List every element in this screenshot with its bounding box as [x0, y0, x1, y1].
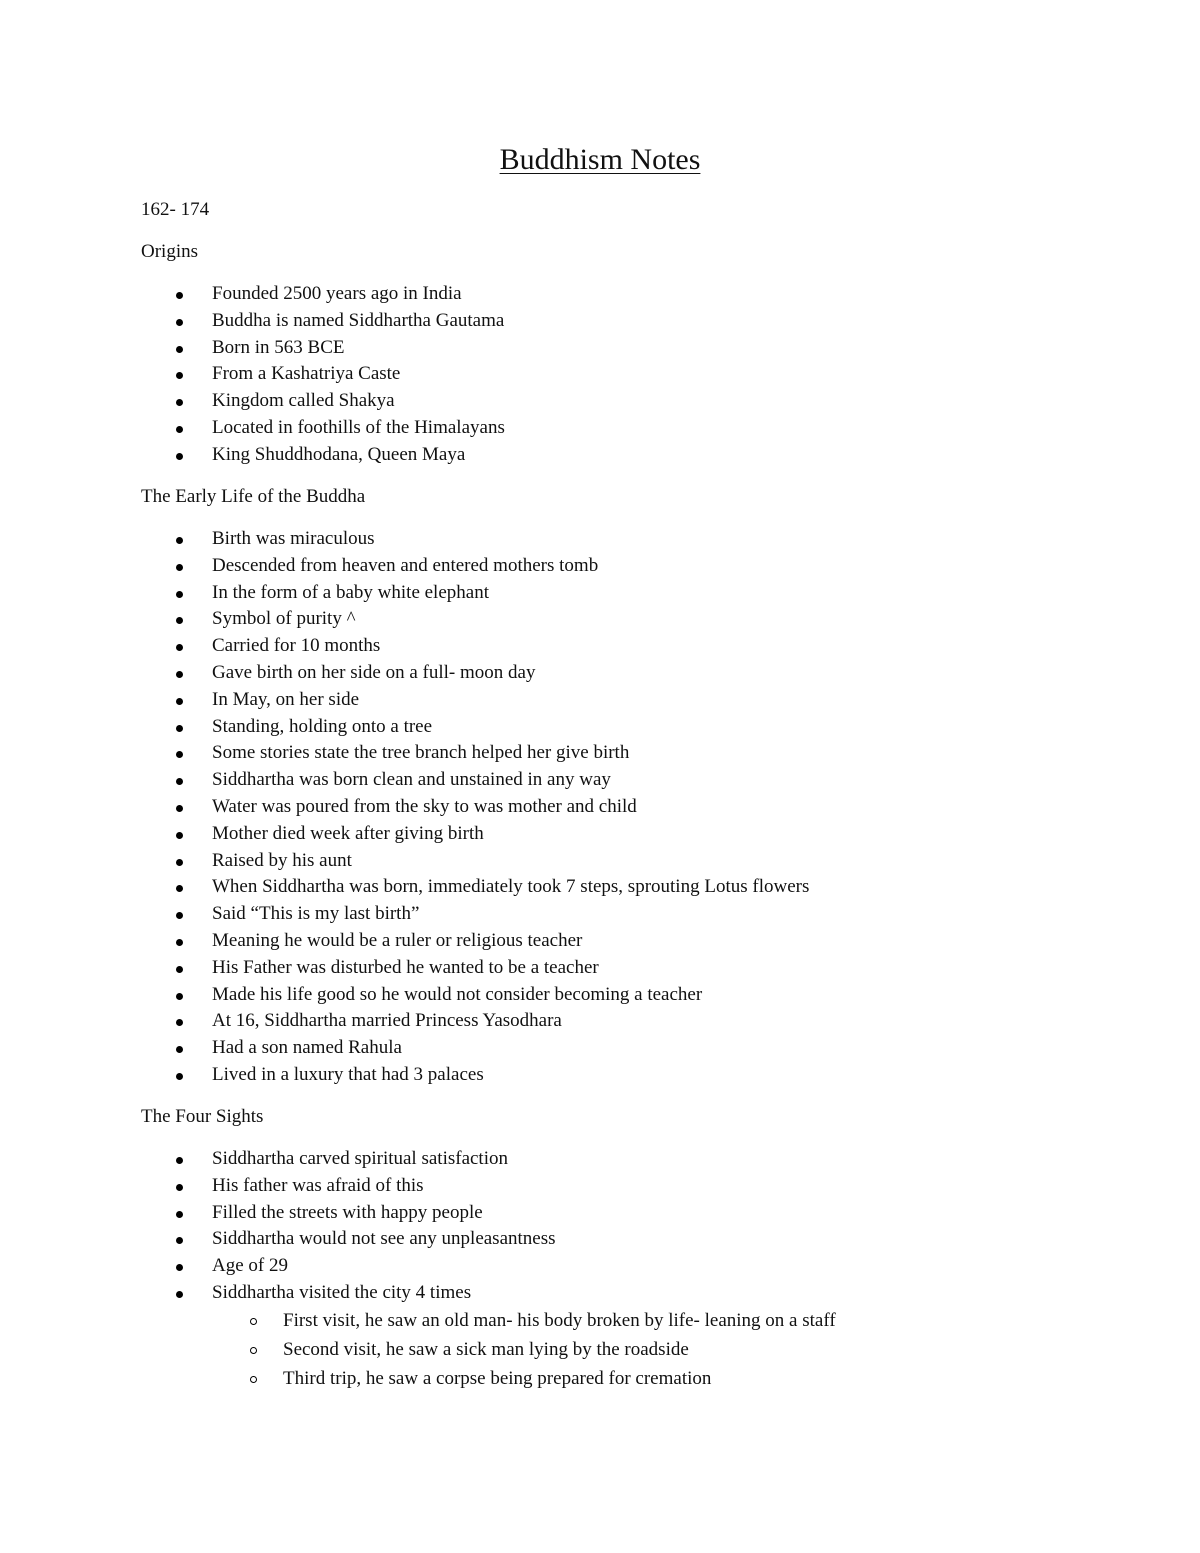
bullet-icon [176, 617, 183, 624]
hollow-bullet-icon [250, 1376, 257, 1383]
section-heading-origins: Origins [141, 241, 198, 262]
bullet-icon [176, 319, 183, 326]
bullet-icon [176, 453, 183, 460]
bullet-icon [176, 1264, 183, 1271]
bullet-icon [176, 751, 183, 758]
hollow-bullet-icon [250, 1318, 257, 1325]
bullet-icon [176, 698, 183, 705]
bullet-icon [176, 399, 183, 406]
bullet-icon [176, 778, 183, 785]
bullet-icon [176, 591, 183, 598]
page-range: 162- 174 [141, 199, 210, 220]
bullet-icon [176, 885, 183, 892]
bullet-icon [176, 537, 183, 544]
bullet-icon [176, 832, 183, 839]
bullet-icon [176, 1184, 183, 1191]
bullet-icon [176, 805, 183, 812]
bullet-icon [176, 1237, 183, 1244]
bullet-icon [176, 939, 183, 946]
bullet-icon [176, 372, 183, 379]
section-heading-four-sights: The Four Sights [141, 1106, 264, 1127]
hollow-bullet-icon [250, 1347, 257, 1354]
document-page: Buddhism Notes 162- 174 Origins Founded 2500 years ago in India Buddha is named Siddhartha Gautama Born in 563 BCE From a Kashatriya Caste Kingdom called Shakya Located in foothills of the Himalayans King Shuddhodana, Queen Maya The Early Life of the Buddha Birth was miraculous Descended from heaven and entered mothers tomb In the form of a baby white elephant Symbol of purity ^ Carried for 10 months Gave birth on her side on a full- moon day In May, on her side Standing, holding onto a tree Some stories state the tree branch helped her give birth Siddhartha was born clean and unstained in any way Water was poured from the sky to was mother and child Mother died week after giving birth Raised by his aunt When Siddhartha was born, immediately took 7 steps, sprouting Lotus flowers Said “This is my last birth” Meaning he would be a ruler or religious teacher His Father was disturbed he wanted to be a teacher Made his life good so he would not consider becoming a teacher At 16, Siddhartha married Princess Yasodhara Had a son named Rahula Lived in a luxury that had 3 palaces The Four Sights Siddhartha carved spiritual satisfaction His father was afraid of this Filled the streets with happy people Siddhartha would not see any unpleasantness Age of 29 Siddhartha visited the city 4 times First visit, he saw an old man- his body broken by life- leaning on a staff Second visit, he saw a sick man lying by the roadside Third trip, he saw a corpse being prepared for cremation [0, 0, 1200, 1553]
bullet-icon [176, 912, 183, 919]
bullet-icon [176, 644, 183, 651]
bullet-icon [176, 1211, 183, 1218]
page-title: Buddhism Notes [499, 143, 701, 176]
bullet-icon [176, 292, 183, 299]
bullet-icon [176, 859, 183, 866]
bullet-icon [176, 725, 183, 732]
bullet-icon [176, 426, 183, 433]
bullet-icon [176, 1073, 183, 1080]
bullet-icon [176, 671, 183, 678]
bullet-icon [176, 993, 183, 1000]
bullet-icon [176, 1157, 183, 1164]
bullet-icon [176, 966, 183, 973]
section-heading-early-life: The Early Life of the Buddha [141, 486, 366, 507]
bullet-icon [176, 564, 183, 571]
bullet-icon [176, 1046, 183, 1053]
bullet-icon [176, 1291, 183, 1298]
bullet-icon [176, 1019, 183, 1026]
bullet-icon [176, 346, 183, 353]
